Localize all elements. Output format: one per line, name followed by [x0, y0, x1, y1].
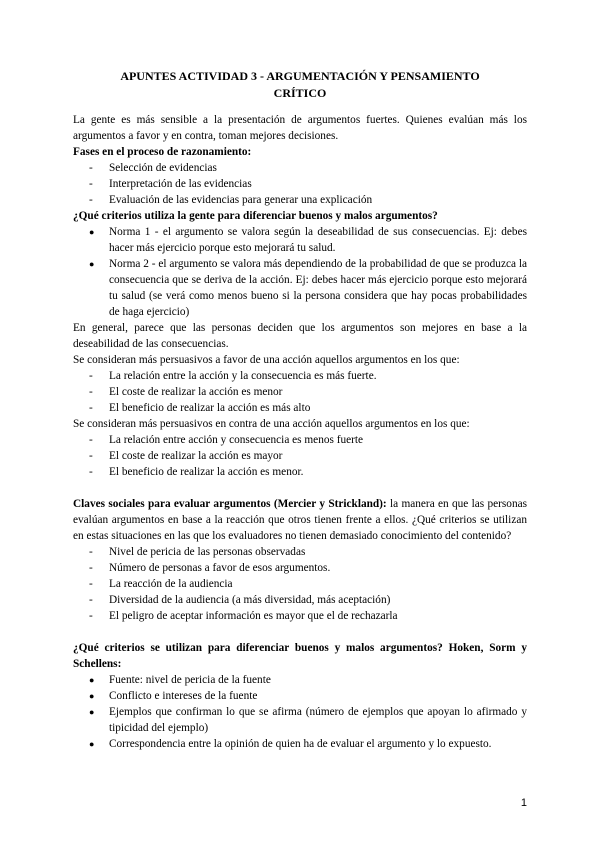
general-paragraph: En general, parece que las personas deciden que los argumentos son mejores en base a la deseabilidad de las consecuencias. [73, 322, 527, 350]
document-page [73, 68, 527, 752]
list-item: ● Ejemplos que confirman lo que se afirma (número de ejemplos que apoyan lo afirmado y tipicidad del ejemplo) [73, 704, 527, 736]
claves-heading: Claves sociales para evaluar argumentos (Mercier y Strickland): [73, 498, 387, 510]
claves-paragraph [73, 496, 527, 544]
list-item: - Selección de evidencias [73, 160, 527, 176]
claves-text: la manera en que las personas evalúan argumentos en base a la reacción que otros tienen frente a ellos. ¿Qué criterios se utilizan en estas situaciones en las que los evaluadores no tienen demasiado conocimiento del contenido? [73, 498, 527, 542]
list-item: ● Norma 1 - el argumento se valora según la deseabilidad de sus consecuencias. Ej: debes hacer más ejercicio porque esto mejorará tu salud. [73, 224, 527, 256]
document-title: APUNTES ACTIVIDAD 3 - ARGUMENTACIÓN Y PENSAMIENTO CRÍTICO [120, 69, 480, 100]
spacer [73, 624, 527, 640]
intro-paragraph: La gente es más sensible a la presentación de argumentos fuertes. Quienes evalúan más los argumentos a favor y en contra, toman mejores decisiones. [73, 114, 527, 142]
list-item: ● Conflicto e intereses de la fuente [73, 688, 527, 704]
list-item: - La relación entre la acción y la consecuencia es más fuerte. [73, 368, 527, 384]
list-item: - El coste de realizar la acción es menor [73, 384, 527, 400]
hoken-list [73, 672, 527, 752]
fases-heading: Fases en el proceso de razonamiento: [73, 146, 252, 158]
list-item: - Número de personas a favor de esos argumentos. [73, 560, 527, 576]
claves-list [73, 544, 527, 624]
contra-list [73, 432, 527, 480]
fases-list [73, 160, 527, 208]
list-item: - El beneficio de realizar la acción es más alto [73, 400, 527, 416]
list-item: - El peligro de aceptar información es mayor que el de rechazarla [73, 608, 527, 624]
favor-intro: Se consideran más persuasivos a favor de una acción aquellos argumentos en los que: [73, 354, 460, 366]
criterios-heading: ¿Qué criterios utiliza la gente para diferenciar buenos y malos argumentos? [73, 210, 438, 222]
list-item: - La reacción de la audiencia [73, 576, 527, 592]
list-item: - El beneficio de realizar la acción es menor. [73, 464, 527, 480]
favor-list [73, 368, 527, 416]
list-item: ● Fuente: nivel de pericia de la fuente [73, 672, 527, 688]
page-number: 1 [520, 797, 527, 809]
list-item: - Interpretación de las evidencias [73, 176, 527, 192]
contra-intro: Se consideran más persuasivos en contra de una acción aquellos argumentos en los que: [73, 418, 470, 430]
list-item: - Diversidad de la audiencia (a más diversidad, más aceptación) [73, 592, 527, 608]
list-item: - La relación entre acción y consecuencia es menos fuerte [73, 432, 527, 448]
list-item: - El coste de realizar la acción es mayor [73, 448, 527, 464]
list-item: ● Correspondencia entre la opinión de quien ha de evaluar el argumento y lo expuesto. [73, 736, 527, 752]
hoken-heading: ¿Qué criterios se utilizan para diferenciar buenos y malos argumentos? Hoken, Sorm y Schellens: [73, 642, 527, 670]
list-item: ● Norma 2 - el argumento se valora más dependiendo de la probabilidad de que se produzca la consecuencia que se deriva de la acción. Ej: debes hacer más ejercicio porque esto mejorará tu salud (se verá como menos bueno si la persona considera que hay pocas probabilidades de haga ejercicio) [73, 256, 527, 320]
spacer [73, 480, 527, 496]
criterios-list [73, 224, 527, 320]
list-item: - Evaluación de las evidencias para generar una explicación [73, 192, 527, 208]
list-item: - Nivel de pericia de las personas observadas [73, 544, 527, 560]
